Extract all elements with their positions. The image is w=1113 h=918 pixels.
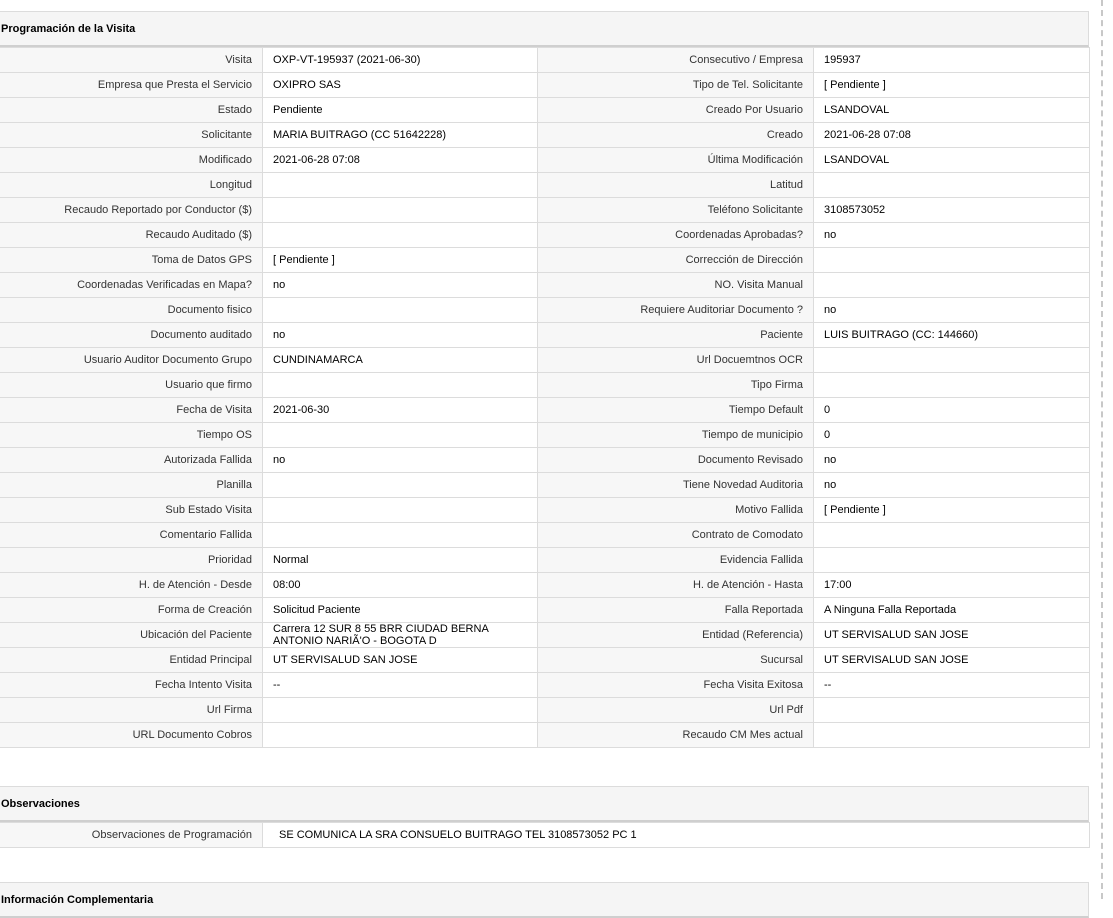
field-value — [814, 523, 1090, 548]
field-label: Coordenadas Verificadas en Mapa? — [0, 273, 263, 298]
table-row — [0, 698, 1090, 723]
field-value: [ Pendiente ] — [814, 498, 1090, 523]
field-value — [263, 298, 538, 323]
table-row — [0, 823, 1090, 848]
field-label: Sub Estado Visita — [0, 498, 263, 523]
table-row — [0, 498, 1090, 523]
field-value — [814, 173, 1090, 198]
field-label: Planilla — [0, 473, 263, 498]
observations-table — [0, 822, 1090, 848]
field-label: Toma de Datos GPS — [0, 248, 263, 273]
table-row — [0, 598, 1090, 623]
table-row — [0, 123, 1090, 148]
field-value — [814, 373, 1090, 398]
visit-details-table — [0, 47, 1090, 748]
field-value: no — [814, 473, 1090, 498]
field-label: Contrato de Comodato — [538, 523, 814, 548]
table-row — [0, 223, 1090, 248]
field-value — [263, 473, 538, 498]
field-value: 0 — [814, 423, 1090, 448]
field-value: OXIPRO SAS — [263, 73, 538, 98]
field-value — [814, 348, 1090, 373]
field-value: 0 — [814, 398, 1090, 423]
field-value: no — [263, 448, 538, 473]
field-value — [814, 723, 1090, 748]
field-value: no — [263, 273, 538, 298]
table-row — [0, 248, 1090, 273]
field-label: Forma de Creación — [0, 598, 263, 623]
table-row — [0, 373, 1090, 398]
table-row — [0, 198, 1090, 223]
field-label: Estado — [0, 98, 263, 123]
field-value — [263, 523, 538, 548]
field-label: Recaudo Auditado ($) — [0, 223, 263, 248]
field-label: Url Firma — [0, 698, 263, 723]
field-value: no — [263, 323, 538, 348]
field-label: Entidad Principal — [0, 648, 263, 673]
complementary-panel-title: Información Complementaria — [0, 882, 1089, 918]
field-label: Tiempo de municipio — [538, 423, 814, 448]
table-row — [0, 448, 1090, 473]
field-value: no — [814, 223, 1090, 248]
field-value: [ Pendiente ] — [814, 73, 1090, 98]
table-row — [0, 523, 1090, 548]
field-value: LUIS BUITRAGO (CC: 144660) — [814, 323, 1090, 348]
field-label: Paciente — [538, 323, 814, 348]
field-value: 3108573052 — [814, 198, 1090, 223]
field-label: Corrección de Dirección — [538, 248, 814, 273]
table-row — [0, 573, 1090, 598]
field-value: OXP-VT-195937 (2021-06-30) — [263, 48, 538, 73]
field-label: Visita — [0, 48, 263, 73]
field-value: A Ninguna Falla Reportada — [814, 598, 1090, 623]
field-value — [263, 423, 538, 448]
field-label: Documento Revisado — [538, 448, 814, 473]
field-label: Última Modificación — [538, 148, 814, 173]
field-label: Evidencia Fallida — [538, 548, 814, 573]
field-label: Teléfono Solicitante — [538, 198, 814, 223]
field-value: no — [814, 298, 1090, 323]
field-label: Latitud — [538, 173, 814, 198]
field-value: UT SERVISALUD SAN JOSE — [814, 623, 1090, 648]
table-row — [0, 398, 1090, 423]
field-value — [263, 173, 538, 198]
table-row — [0, 73, 1090, 98]
field-label: Solicitante — [0, 123, 263, 148]
field-label: Comentario Fallida — [0, 523, 263, 548]
field-value — [814, 273, 1090, 298]
field-label: Tiempo OS — [0, 423, 263, 448]
observations-panel — [0, 786, 1089, 848]
table-row — [0, 623, 1090, 648]
field-value: MARIA BUITRAGO (CC 51642228) — [263, 123, 538, 148]
field-value: Normal — [263, 548, 538, 573]
field-label: Documento fisico — [0, 298, 263, 323]
field-label: Usuario Auditor Documento Grupo — [0, 348, 263, 373]
field-value: 195937 — [814, 48, 1090, 73]
field-value — [814, 698, 1090, 723]
field-label: Ubicación del Paciente — [0, 623, 263, 648]
dashed-divider — [1101, 0, 1103, 899]
field-value: 17:00 — [814, 573, 1090, 598]
field-label: Url Pdf — [538, 698, 814, 723]
field-label: URL Documento Cobros — [0, 723, 263, 748]
table-row — [0, 148, 1090, 173]
table-row — [0, 723, 1090, 748]
field-value: Solicitud Paciente — [263, 598, 538, 623]
table-row — [0, 423, 1090, 448]
field-label: Consecutivo / Empresa — [538, 48, 814, 73]
field-value: 2021-06-28 07:08 — [263, 148, 538, 173]
table-row — [0, 673, 1090, 698]
visit-panel-title: Programación de la Visita — [0, 11, 1089, 47]
table-row — [0, 173, 1090, 198]
field-value: no — [814, 448, 1090, 473]
observations-panel-title: Observaciones — [0, 786, 1089, 822]
table-row — [0, 98, 1090, 123]
table-row — [0, 473, 1090, 498]
field-value — [263, 723, 538, 748]
field-label: Longitud — [0, 173, 263, 198]
field-label: Fecha de Visita — [0, 398, 263, 423]
table-row — [0, 298, 1090, 323]
table-row — [0, 323, 1090, 348]
field-label: Recaudo Reportado por Conductor ($) — [0, 198, 263, 223]
field-label: Entidad (Referencia) — [538, 623, 814, 648]
field-label: Creado Por Usuario — [538, 98, 814, 123]
field-value: SE COMUNICA LA SRA CONSUELO BUITRAGO TEL 3108573052 PC 1 — [263, 823, 1090, 848]
field-label: Fecha Visita Exitosa — [538, 673, 814, 698]
field-label: Falla Reportada — [538, 598, 814, 623]
field-value: 2021-06-30 — [263, 398, 538, 423]
field-value: LSANDOVAL — [814, 148, 1090, 173]
field-value — [263, 498, 538, 523]
field-label: Autorizada Fallida — [0, 448, 263, 473]
table-row — [0, 548, 1090, 573]
field-label: Url Docuemtnos OCR — [538, 348, 814, 373]
field-value: 2021-06-28 07:08 — [814, 123, 1090, 148]
field-label: Recaudo CM Mes actual — [538, 723, 814, 748]
complementary-panel — [0, 882, 1089, 918]
field-label: Tipo de Tel. Solicitante — [538, 73, 814, 98]
table-row — [0, 648, 1090, 673]
field-value — [814, 248, 1090, 273]
field-value — [263, 373, 538, 398]
field-label: NO. Visita Manual — [538, 273, 814, 298]
field-value — [263, 698, 538, 723]
field-value — [814, 548, 1090, 573]
field-label: Tiempo Default — [538, 398, 814, 423]
field-value: UT SERVISALUD SAN JOSE — [814, 648, 1090, 673]
table-row — [0, 48, 1090, 73]
field-label: Creado — [538, 123, 814, 148]
field-label: Observaciones de Programación — [0, 823, 263, 848]
field-value: -- — [814, 673, 1090, 698]
field-value — [263, 223, 538, 248]
field-label: Usuario que firmo — [0, 373, 263, 398]
field-value: CUNDINAMARCA — [263, 348, 538, 373]
field-label: Tiene Novedad Auditoria — [538, 473, 814, 498]
table-row — [0, 348, 1090, 373]
field-label: Motivo Fallida — [538, 498, 814, 523]
field-label: H. de Atención - Hasta — [538, 573, 814, 598]
field-value: [ Pendiente ] — [263, 248, 538, 273]
field-label: Fecha Intento Visita — [0, 673, 263, 698]
field-value: Carrera 12 SUR 8 55 BRR CIUDAD BERNA ANTONIO NARIÃ'O - BOGOTA D — [263, 623, 538, 648]
table-row — [0, 273, 1090, 298]
field-label: Requiere Auditoriar Documento ? — [538, 298, 814, 323]
field-label: Coordenadas Aprobadas? — [538, 223, 814, 248]
field-value: LSANDOVAL — [814, 98, 1090, 123]
field-label: Prioridad — [0, 548, 263, 573]
field-label: Sucursal — [538, 648, 814, 673]
visit-panel — [0, 11, 1089, 748]
field-label: Tipo Firma — [538, 373, 814, 398]
field-label: H. de Atención - Desde — [0, 573, 263, 598]
field-value: UT SERVISALUD SAN JOSE — [263, 648, 538, 673]
field-label: Modificado — [0, 148, 263, 173]
field-value: -- — [263, 673, 538, 698]
field-label: Documento auditado — [0, 323, 263, 348]
field-value: Pendiente — [263, 98, 538, 123]
field-value — [263, 198, 538, 223]
field-value: 08:00 — [263, 573, 538, 598]
field-label: Empresa que Presta el Servicio — [0, 73, 263, 98]
